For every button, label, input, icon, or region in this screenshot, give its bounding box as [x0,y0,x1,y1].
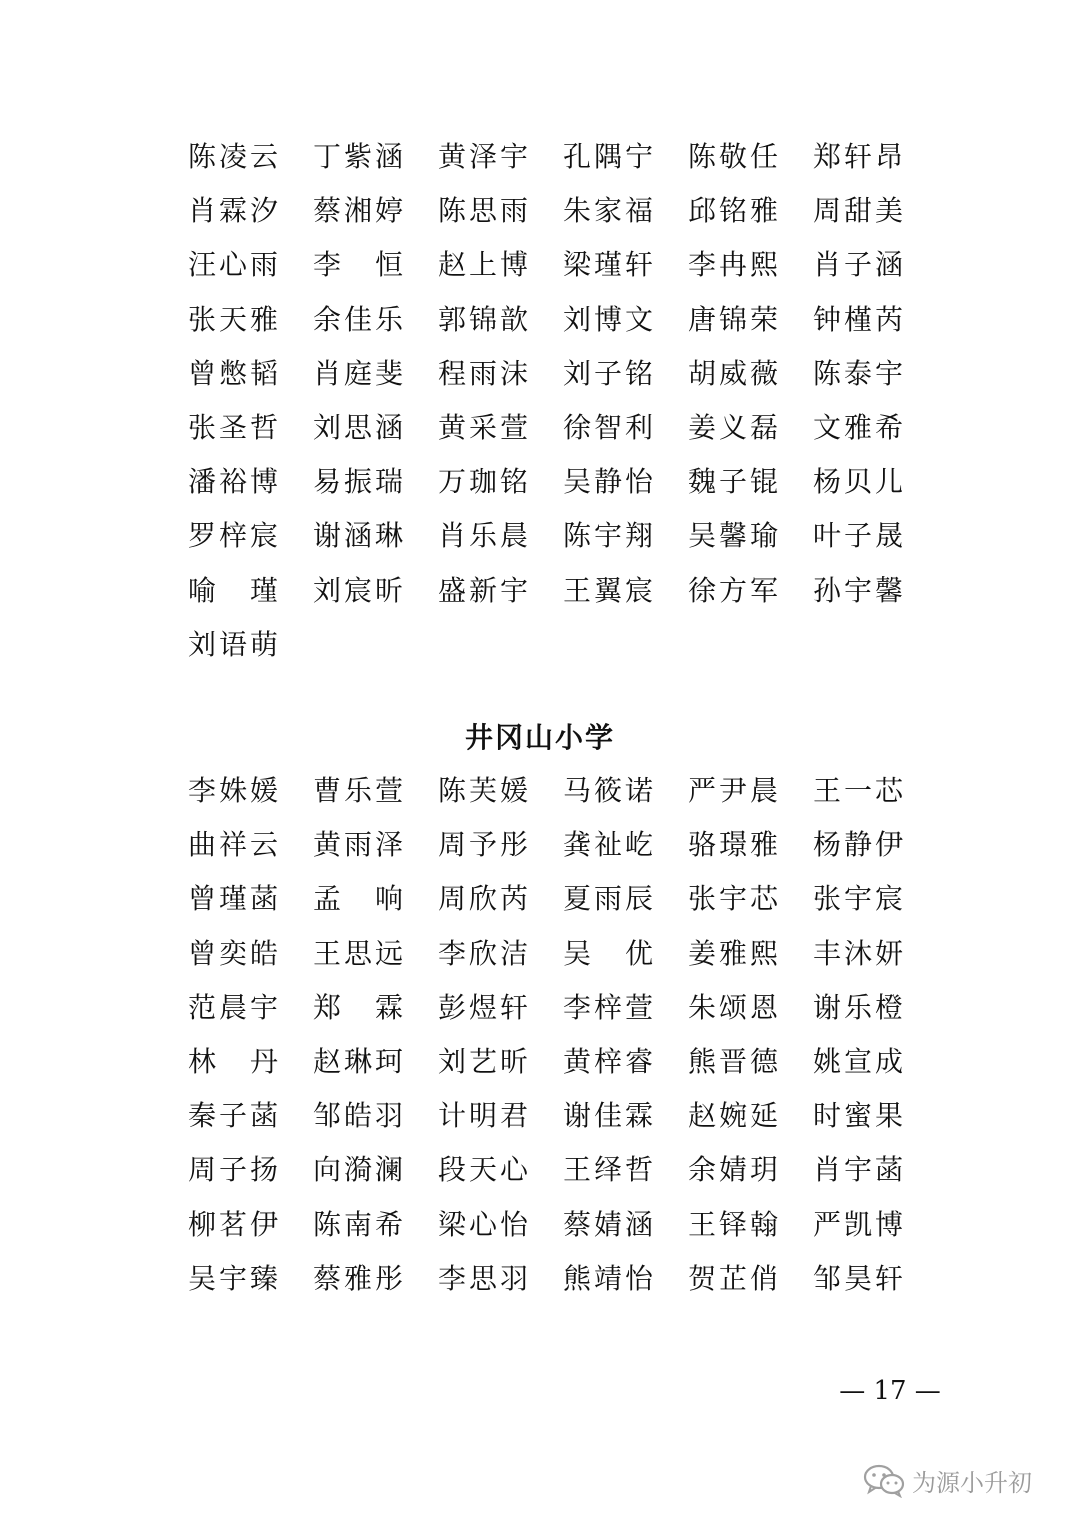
student-name: 刘思涵 [313,411,407,445]
student-name: 丰沐妍 [813,936,907,970]
student-name: 杨贝儿 [813,465,907,499]
name-row [188,618,948,672]
student-name: 王铎翰 [688,1207,782,1241]
student-name: 王一芯 [813,774,907,808]
student-name: 严凯博 [813,1207,907,1241]
name-list-section-2 [188,764,948,1306]
student-name: 黄梓睿 [563,1045,657,1079]
student-name: 谢乐橙 [813,990,907,1024]
student-name: 时蜜果 [813,1099,907,1133]
watermark [862,1458,1032,1502]
student-name: 秦子菡 [188,1099,282,1133]
student-name: 周子扬 [188,1153,282,1187]
student-name: 余佳乐 [313,302,407,336]
student-name: 陈敬任 [688,140,782,174]
student-name: 陈思雨 [438,194,532,228]
student-name: 林 丹 [188,1045,282,1079]
student-name: 吴宇臻 [188,1261,282,1295]
student-name: 曾瑾菡 [188,882,282,916]
student-name: 叶子晟 [813,519,907,553]
section-title-jinggangshan: 井冈山小学 [464,721,615,754]
name-row [188,293,948,347]
watermark-text: 为源小升初 [912,1468,1032,1497]
student-name: 喻 瑾 [188,573,282,607]
student-name: 马筱诺 [563,774,657,808]
student-name: 陈宇翔 [563,519,657,553]
student-name: 黄雨泽 [313,828,407,862]
name-row [188,872,948,926]
student-name: 汪心雨 [188,248,282,282]
name-row [188,455,948,509]
student-name: 钟槿芮 [813,302,907,336]
student-name: 周予彤 [438,828,532,862]
student-name: 易振瑞 [313,465,407,499]
student-name: 肖子涵 [813,248,907,282]
name-row [188,347,948,401]
name-row [188,1143,948,1197]
student-name: 李 恒 [313,248,407,282]
student-name: 龚祉屹 [563,828,657,862]
student-name: 朱家福 [563,194,657,228]
name-row [188,818,948,872]
name-row [188,927,948,981]
student-name: 梁瑾轩 [563,248,657,282]
student-name: 曾憋韬 [188,356,282,390]
name-row [188,184,948,238]
name-row [188,764,948,818]
student-name: 孟 响 [313,882,407,916]
student-name: 柳茗伊 [188,1207,282,1241]
student-name: 肖乐晨 [438,519,532,553]
name-row [188,1198,948,1252]
student-name: 吴馨瑜 [688,519,782,553]
student-name: 李思羽 [438,1261,532,1295]
student-name: 周欣芮 [438,882,532,916]
name-row [188,401,948,455]
page-number: — 17 — [839,1376,941,1406]
student-name: 姚宣成 [813,1045,907,1079]
student-name: 姜雅熙 [688,936,782,970]
student-name: 郑轩昂 [813,140,907,174]
student-name: 文雅希 [813,411,907,445]
student-name: 徐方军 [688,573,782,607]
student-name: 陈芙媛 [438,774,532,808]
student-name: 熊晋德 [688,1045,782,1079]
name-row [188,1252,948,1306]
student-name: 肖宇菡 [813,1153,907,1187]
student-name: 李欣洁 [438,936,532,970]
student-name: 郭锦歆 [438,302,532,336]
student-name: 余婧玥 [688,1153,782,1187]
student-name: 邱铭雅 [688,194,782,228]
student-name: 赵琳珂 [313,1045,407,1079]
student-name: 李梓萱 [563,990,657,1024]
student-name: 熊靖怡 [563,1261,657,1295]
student-name: 骆璟雅 [688,828,782,862]
student-name: 曾奕皓 [188,936,282,970]
student-name: 潘裕博 [188,465,282,499]
student-name: 王思远 [313,936,407,970]
student-name: 刘宸昕 [313,573,407,607]
student-name: 梁心怡 [438,1207,532,1241]
student-name: 邹皓羽 [313,1099,407,1133]
student-name: 王绎哲 [563,1153,657,1187]
student-name: 计明君 [438,1099,532,1133]
student-name: 李姝媛 [188,774,282,808]
student-name: 肖庭斐 [313,356,407,390]
student-name: 唐锦荣 [688,302,782,336]
student-name: 蔡雅彤 [313,1261,407,1295]
name-row [188,238,948,292]
student-name: 吴 优 [563,936,657,970]
student-name: 丁紫涵 [313,140,407,174]
student-name: 肖霖汐 [188,194,282,228]
student-name: 万珈铭 [438,465,532,499]
name-list-section-1 [188,130,948,672]
name-row [188,1089,948,1143]
student-name: 贺芷俏 [688,1261,782,1295]
student-name: 刘子铭 [563,356,657,390]
student-name: 曹乐萱 [313,774,407,808]
student-name: 胡威薇 [688,356,782,390]
student-name: 郑 霖 [313,990,407,1024]
student-name: 黄采萱 [438,411,532,445]
student-name: 吴静怡 [563,465,657,499]
name-row [188,1035,948,1089]
student-name: 朱颂恩 [688,990,782,1024]
student-name: 罗梓宸 [188,519,282,553]
student-name: 魏子锟 [688,465,782,499]
student-name: 李冉熙 [688,248,782,282]
student-name: 刘博文 [563,302,657,336]
name-row [188,509,948,563]
student-name: 彭煜轩 [438,990,532,1024]
student-name: 王翼宸 [563,573,657,607]
student-name: 蔡湘婷 [313,194,407,228]
student-name: 程雨沫 [438,356,532,390]
name-row [188,981,948,1035]
wechat-icon [862,1462,906,1498]
student-name: 孙宇馨 [813,573,907,607]
student-name: 向漪澜 [313,1153,407,1187]
student-name: 盛新宇 [438,573,532,607]
student-name: 刘语萌 [188,627,282,661]
student-name: 周甜美 [813,194,907,228]
student-name: 陈凌云 [188,140,282,174]
student-name: 徐智利 [563,411,657,445]
student-name: 姜义磊 [688,411,782,445]
student-name: 黄泽宇 [438,140,532,174]
student-name: 杨静伊 [813,828,907,862]
student-name: 孔隅宁 [563,140,657,174]
student-name: 张天雅 [188,302,282,336]
student-name: 张宇芯 [688,882,782,916]
student-name: 刘艺昕 [438,1045,532,1079]
student-name: 曲祥云 [188,828,282,862]
student-name: 夏雨辰 [563,882,657,916]
name-row [188,130,948,184]
student-name: 赵上博 [438,248,532,282]
student-name: 范晨宇 [188,990,282,1024]
student-name: 严尹晨 [688,774,782,808]
name-row [188,564,948,618]
student-name: 陈南希 [313,1207,407,1241]
student-name: 张圣哲 [188,411,282,445]
student-name: 赵婉延 [688,1099,782,1133]
student-name: 谢涵琳 [313,519,407,553]
student-name: 张宇宸 [813,882,907,916]
student-name: 邹昊轩 [813,1261,907,1295]
student-name: 陈泰宇 [813,356,907,390]
student-name: 谢佳霖 [563,1099,657,1133]
student-name: 蔡婧涵 [563,1207,657,1241]
student-name: 段天心 [438,1153,532,1187]
